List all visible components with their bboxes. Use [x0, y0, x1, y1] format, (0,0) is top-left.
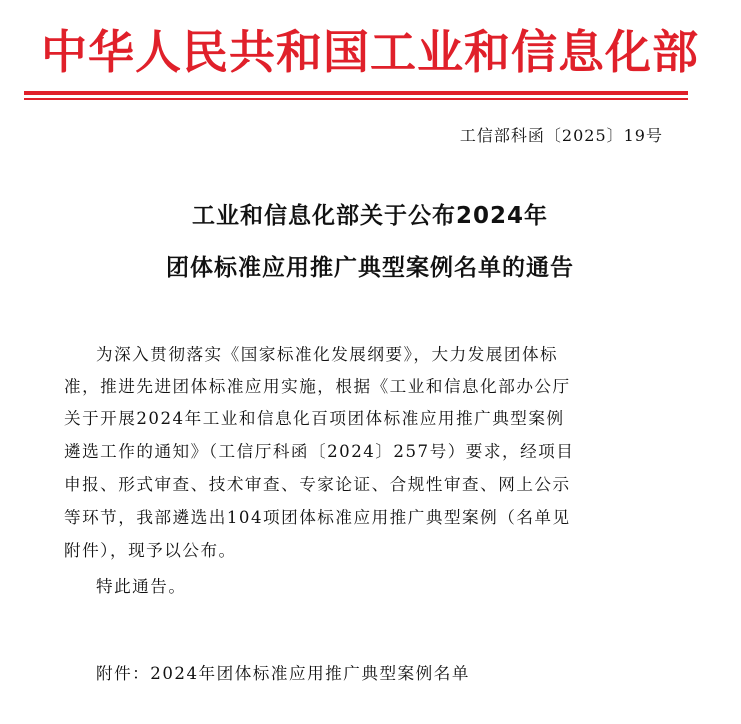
- document-number: 工信部科函〔2025〕19号: [459, 126, 663, 145]
- body-line-2: 准，推进先进团体标准应用实施，根据《工业和信息化部办公厅: [64, 377, 571, 396]
- title-line-2: 团体标准应用推广典型案例名单的通告: [166, 255, 574, 281]
- body-line-6: 等环节，我部遴选出104项团体标准应用推广典型案例（名单见: [64, 508, 571, 527]
- masthead-thick-rule: [24, 91, 688, 95]
- body-line-4: 遴选工作的通知》（工信厅科函〔2024〕257号）要求，经项目: [64, 442, 575, 461]
- body-line-7: 附件），现予以公布。: [64, 541, 237, 560]
- attachment-line: 附件：2024年团体标准应用推广典型案例名单: [96, 664, 470, 683]
- body-line-3: 关于开展2024年工业和信息化百项团体标准应用推广典型案例: [64, 409, 565, 428]
- body-line-5: 申报、形式审查、技术审查、专家论证、合规性审查、网上公示: [64, 475, 571, 494]
- closing-line: 特此通告。: [96, 577, 187, 596]
- masthead-thin-rule: [24, 98, 688, 100]
- ministry-masthead: 中华人民共和国工业和信息化部: [41, 25, 699, 79]
- title-line-1: 工业和信息化部关于公布2024年: [191, 203, 548, 229]
- body-line-1: 为深入贯彻落实《国家标准化发展纲要》，大力发展团体标: [96, 345, 559, 364]
